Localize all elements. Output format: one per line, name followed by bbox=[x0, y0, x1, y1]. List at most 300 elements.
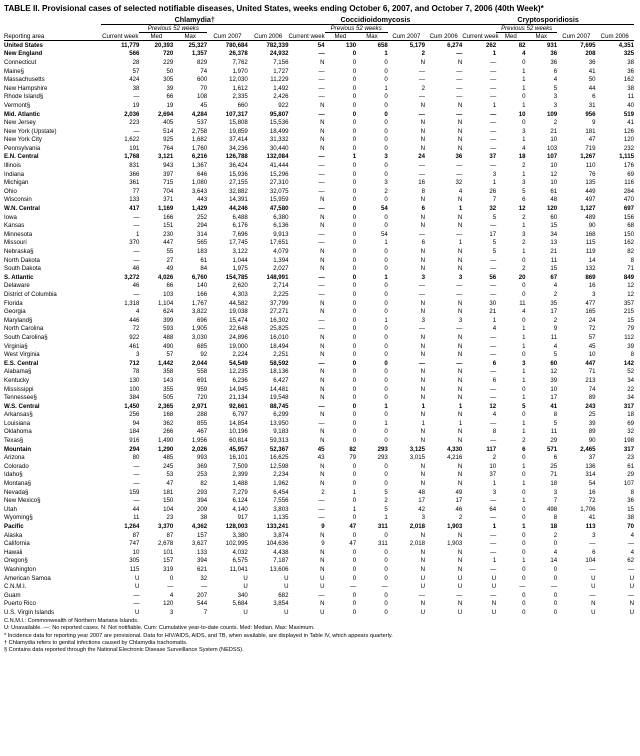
cell-r26-c0: 46 bbox=[132, 265, 140, 273]
cell-r18-c2: 443 bbox=[196, 196, 208, 204]
cell-r18-c8: N bbox=[420, 196, 425, 204]
cell-r20-c5: N bbox=[320, 213, 325, 221]
cell-r55-c7: 1 bbox=[384, 514, 388, 522]
cell-r63-c7: — bbox=[381, 583, 388, 591]
cell-r56-c10: 1 bbox=[492, 523, 497, 531]
cell-r44-c6: 0 bbox=[352, 419, 357, 427]
cell-r12-c3: 34,236 bbox=[229, 144, 248, 152]
cell-r39-c2: 691 bbox=[196, 376, 208, 384]
cell-r53-c13: 72 bbox=[588, 497, 596, 505]
cell-r15-c10: 3 bbox=[492, 170, 497, 178]
cell-r56-c0: 1,264 bbox=[124, 523, 140, 531]
cell-r48-c14: 23 bbox=[627, 454, 634, 462]
cell-r38-c6: 0 bbox=[352, 368, 357, 376]
cell-r49-c5: N bbox=[320, 462, 325, 470]
cell-r60-c12: 14 bbox=[550, 557, 558, 565]
cell-r20-c1: 166 bbox=[163, 213, 174, 221]
cell-r21-c1: 151 bbox=[163, 222, 174, 230]
row-area-label: Virginia§ bbox=[4, 342, 28, 350]
cell-r17-c9: 4 bbox=[458, 187, 463, 195]
cell-r5-c2: 70 bbox=[200, 84, 208, 92]
cell-r41-c9: N bbox=[457, 394, 463, 402]
cell-r5-c13: 44 bbox=[588, 84, 596, 92]
row-area-label: E.S. Central bbox=[4, 359, 39, 367]
cell-r45-c2: 467 bbox=[196, 428, 208, 436]
cell-r61-c10: — bbox=[490, 565, 497, 573]
cell-r53-c11: 1 bbox=[522, 497, 526, 505]
cell-r57-c8: N bbox=[420, 531, 425, 539]
row-area-label: Indiana bbox=[4, 170, 24, 178]
cell-r40-c9: N bbox=[457, 385, 463, 393]
cell-r56-c8: 2,018 bbox=[409, 523, 425, 531]
cell-r66-c13: U bbox=[591, 608, 596, 616]
cell-r24-c11: 1 bbox=[522, 248, 526, 256]
cell-r62-c9: U bbox=[457, 574, 463, 582]
cell-r14-c6: 0 bbox=[352, 162, 357, 170]
cell-r13-c6: 1 bbox=[352, 153, 357, 161]
cell-r50-c11: 0 bbox=[522, 471, 526, 479]
cell-r41-c6: 0 bbox=[352, 394, 357, 402]
cell-r18-c1: 371 bbox=[163, 196, 174, 204]
row-area-label: W.N. Central bbox=[4, 205, 40, 213]
table-row bbox=[4, 393, 634, 402]
row-area-label: West Virginia bbox=[4, 351, 40, 359]
cell-r11-c6: 0 bbox=[352, 136, 357, 144]
cell-r41-c14: 34 bbox=[627, 394, 634, 402]
cell-r64-c7: 0 bbox=[384, 591, 388, 599]
cell-r27-c5: — bbox=[318, 273, 325, 281]
cell-r42-c8: 1 bbox=[421, 402, 425, 410]
cell-r56-c7: 311 bbox=[377, 523, 388, 531]
cell-r22-c2: 314 bbox=[196, 230, 208, 238]
cell-r49-c10: 10 bbox=[489, 462, 497, 470]
cell-r18-c9: N bbox=[457, 196, 463, 204]
cell-r18-c4: 15,959 bbox=[269, 196, 289, 204]
table-row bbox=[4, 289, 634, 298]
cell-r62-c8: U bbox=[420, 574, 425, 582]
table-row bbox=[4, 358, 634, 367]
table-row bbox=[4, 487, 634, 496]
cell-r17-c1: 704 bbox=[163, 187, 174, 195]
cell-r60-c8: N bbox=[420, 557, 425, 565]
cell-r44-c5: — bbox=[318, 419, 325, 427]
cell-r41-c8: N bbox=[420, 394, 425, 402]
cell-r8-c14: 519 bbox=[623, 110, 634, 118]
cell-r42-c10: 12 bbox=[489, 402, 497, 410]
cell-r12-c10: — bbox=[490, 144, 497, 152]
cell-r28-c11: 0 bbox=[522, 282, 526, 290]
cell-r21-c6: 0 bbox=[352, 222, 357, 230]
cell-r11-c0: 1,622 bbox=[124, 136, 140, 144]
cell-r64-c12: 0 bbox=[553, 591, 558, 599]
cell-r54-c5: — bbox=[318, 505, 325, 513]
cell-r1-c10: 1 bbox=[492, 50, 497, 58]
cell-r8-c2: 4,284 bbox=[191, 110, 208, 118]
cell-r6-c7: 0 bbox=[384, 93, 388, 101]
cell-r60-c0: 305 bbox=[129, 557, 140, 565]
cell-r62-c7: 0 bbox=[384, 574, 388, 582]
cell-r33-c7: 0 bbox=[384, 325, 388, 333]
cell-r28-c0: 46 bbox=[132, 282, 140, 290]
cell-r19-c2: 1,429 bbox=[191, 205, 208, 213]
cell-r47-c6: 82 bbox=[349, 445, 357, 453]
cell-r44-c1: 362 bbox=[163, 419, 174, 427]
cell-r16-c8: 16 bbox=[418, 179, 425, 187]
cell-r35-c13: 45 bbox=[588, 342, 596, 350]
cell-r17-c13: 449 bbox=[585, 187, 596, 195]
cell-r49-c7: 0 bbox=[384, 462, 388, 470]
cell-r22-c8: — bbox=[418, 230, 425, 238]
cell-r6-c12: 3 bbox=[553, 93, 558, 101]
col-max-3: Max bbox=[535, 32, 548, 40]
cell-r65-c11: 0 bbox=[522, 600, 526, 608]
row-area-label: Illinois bbox=[4, 162, 21, 170]
cell-r54-c0: 44 bbox=[132, 505, 140, 513]
cell-r4-c11: 1 bbox=[522, 76, 526, 84]
row-area-label: New Hampshire bbox=[4, 84, 48, 92]
cell-r11-c10: — bbox=[490, 136, 497, 144]
cell-r28-c14: 12 bbox=[627, 282, 634, 290]
cell-r36-c11: 0 bbox=[522, 351, 526, 359]
cell-r29-c6: 0 bbox=[352, 290, 357, 298]
cell-r47-c1: 1,290 bbox=[158, 445, 174, 453]
cell-r30-c11: 11 bbox=[519, 299, 526, 307]
cell-r37-c12: 60 bbox=[550, 359, 558, 367]
cell-r55-c6: 0 bbox=[352, 514, 357, 522]
cell-r47-c13: 2,465 bbox=[580, 445, 596, 453]
cell-r48-c9: 4,216 bbox=[447, 454, 463, 462]
cell-r18-c6: 0 bbox=[352, 196, 357, 204]
cell-r48-c12: 6 bbox=[553, 454, 558, 462]
cell-r23-c9: 1 bbox=[458, 239, 463, 247]
cell-r40-c8: N bbox=[420, 385, 425, 393]
cell-r52-c4: 6,454 bbox=[273, 488, 289, 496]
cell-r32-c12: 2 bbox=[553, 316, 558, 324]
cell-r21-c2: 294 bbox=[196, 222, 208, 230]
cell-r61-c9: N bbox=[457, 565, 463, 573]
cell-r38-c13: 71 bbox=[588, 368, 596, 376]
cell-r15-c11: 1 bbox=[522, 170, 526, 178]
cell-r32-c7: 1 bbox=[384, 316, 388, 324]
cell-r39-c12: 39 bbox=[550, 376, 558, 384]
row-area-label: District of Columbia bbox=[4, 290, 57, 298]
cell-r63-c9: U bbox=[457, 583, 463, 591]
cell-r1-c14: 325 bbox=[623, 50, 634, 58]
cell-r31-c11: 4 bbox=[522, 308, 526, 316]
table-row bbox=[4, 238, 634, 247]
footnote-2: * Incidence data for reporting year 2007 are provisional. Data for HIV/AIDS, AIDS, and TB, when available, are displayed in Table IV, which appears quarterly. bbox=[4, 632, 393, 639]
cell-r33-c11: 1 bbox=[522, 325, 526, 333]
cell-r9-c1: 405 bbox=[163, 119, 174, 127]
footnote-3: † Chlamydia refers to genital infections caused by Chlamydia trachomatis. bbox=[4, 640, 188, 647]
cell-r12-c2: 1,760 bbox=[191, 144, 208, 152]
cell-r25-c11: 0 bbox=[522, 256, 526, 264]
cell-r40-c13: 74 bbox=[588, 385, 596, 393]
cell-r29-c7: 0 bbox=[384, 290, 388, 298]
cell-r13-c2: 6,216 bbox=[191, 153, 208, 161]
cell-r32-c3: 15,474 bbox=[229, 316, 248, 324]
cell-r7-c7: 0 bbox=[384, 101, 388, 109]
table-row bbox=[4, 539, 634, 548]
cell-r44-c0: 94 bbox=[132, 419, 140, 427]
cell-r26-c14: 71 bbox=[627, 265, 634, 273]
cell-r26-c4: 2,027 bbox=[273, 265, 289, 273]
cell-r56-c3: 128,003 bbox=[225, 523, 248, 531]
cell-r4-c7: 0 bbox=[384, 76, 388, 84]
cell-r10-c12: 21 bbox=[550, 127, 558, 135]
cell-r64-c10: — bbox=[490, 591, 497, 599]
cell-r57-c2: 157 bbox=[196, 531, 208, 539]
cell-r1-c1: 720 bbox=[163, 50, 174, 58]
cell-r66-c1: 3 bbox=[169, 608, 174, 616]
cell-r58-c13: — bbox=[589, 540, 596, 548]
cell-r42-c4: 88,745 bbox=[269, 402, 289, 410]
cell-r19-c14: 697 bbox=[623, 205, 634, 213]
cell-r5-c3: 1,612 bbox=[232, 84, 248, 92]
cell-r26-c11: 2 bbox=[522, 265, 526, 273]
cell-r40-c1: 355 bbox=[163, 385, 174, 393]
cell-r7-c1: 19 bbox=[166, 101, 174, 109]
cell-r3-c6: 0 bbox=[352, 67, 357, 75]
cell-r10-c5: N bbox=[320, 127, 325, 135]
cell-r53-c4: 7,556 bbox=[273, 497, 289, 505]
cell-r15-c0: 366 bbox=[129, 170, 140, 178]
cell-r48-c6: 79 bbox=[349, 454, 357, 462]
cell-r39-c8: N bbox=[420, 376, 425, 384]
cell-r39-c6: 0 bbox=[352, 376, 357, 384]
cell-r14-c9: — bbox=[456, 162, 463, 170]
cell-r36-c10: — bbox=[490, 351, 497, 359]
cell-r51-c13: 54 bbox=[588, 480, 596, 488]
cell-r51-c12: 18 bbox=[550, 480, 558, 488]
cell-r8-c9: — bbox=[456, 110, 463, 118]
cell-r19-c7: 54 bbox=[380, 205, 388, 213]
cell-r44-c9: 1 bbox=[458, 419, 463, 427]
cell-r22-c10: 17 bbox=[489, 230, 497, 238]
cell-r10-c14: 126 bbox=[623, 127, 634, 135]
row-area-label: American Samoa bbox=[4, 574, 51, 582]
table-row bbox=[4, 607, 634, 616]
table-row bbox=[4, 143, 634, 152]
cell-r34-c0: 922 bbox=[129, 333, 140, 341]
cell-r2-c6: 0 bbox=[352, 58, 357, 66]
cell-r59-c7: 0 bbox=[384, 548, 388, 556]
cell-r52-c1: 181 bbox=[163, 488, 174, 496]
table-row bbox=[4, 152, 634, 161]
cell-r9-c9: N bbox=[457, 119, 463, 127]
cell-r48-c11: 0 bbox=[522, 454, 526, 462]
cell-r42-c11: 5 bbox=[522, 402, 526, 410]
cell-r47-c9: 4,330 bbox=[447, 445, 463, 453]
cell-r43-c5: N bbox=[320, 411, 325, 419]
row-area-label: Connecticut bbox=[4, 58, 37, 66]
cell-r20-c2: 252 bbox=[196, 213, 208, 221]
cell-r2-c2: 829 bbox=[196, 58, 208, 66]
cell-r58-c10: — bbox=[490, 540, 497, 548]
cell-r31-c12: 17 bbox=[550, 308, 558, 316]
cell-r55-c5: — bbox=[318, 514, 325, 522]
cell-r19-c4: 47,580 bbox=[269, 205, 289, 213]
cell-r10-c10: — bbox=[490, 127, 497, 135]
table-row bbox=[4, 470, 634, 479]
cell-r51-c0: — bbox=[133, 480, 140, 488]
cell-r13-c10: 37 bbox=[489, 153, 497, 161]
cell-r26-c1: 49 bbox=[166, 265, 174, 273]
table-row bbox=[4, 255, 634, 264]
cell-r55-c12: 8 bbox=[553, 514, 558, 522]
cell-r13-c0: 1,768 bbox=[124, 153, 140, 161]
cell-r65-c14: N bbox=[629, 600, 634, 608]
cell-r29-c14: 12 bbox=[627, 290, 634, 298]
row-area-label: Hawaii bbox=[4, 548, 23, 556]
cell-r7-c14: 40 bbox=[627, 101, 634, 109]
row-area-label: New York City bbox=[4, 136, 42, 144]
cell-r29-c10: — bbox=[490, 290, 497, 298]
cell-r35-c14: 39 bbox=[627, 342, 634, 350]
cell-r30-c1: 1,104 bbox=[158, 299, 174, 307]
cell-r35-c10: — bbox=[490, 342, 497, 350]
cell-r8-c4: 95,807 bbox=[269, 110, 289, 118]
cell-r65-c9: N bbox=[457, 600, 463, 608]
cell-r13-c7: 3 bbox=[384, 153, 388, 161]
cell-r4-c3: 12,030 bbox=[229, 76, 248, 84]
cell-r13-c3: 126,788 bbox=[225, 153, 248, 161]
cell-r59-c3: 4,032 bbox=[232, 548, 248, 556]
cell-r47-c5: 45 bbox=[317, 445, 325, 453]
cell-r63-c1: — bbox=[167, 583, 174, 591]
cell-r45-c1: 266 bbox=[163, 428, 174, 436]
cell-r44-c3: 14,854 bbox=[229, 419, 248, 427]
table-row bbox=[4, 169, 634, 178]
cell-r34-c14: 112 bbox=[624, 333, 634, 341]
cell-r30-c4: 37,799 bbox=[269, 299, 289, 307]
cell-r65-c7: 0 bbox=[384, 600, 388, 608]
prev52-crypto: Previous 52 weeks bbox=[496, 24, 557, 32]
cell-r11-c2: 1,682 bbox=[191, 136, 208, 144]
cell-r10-c4: 18,499 bbox=[269, 127, 289, 135]
cell-r47-c12: 571 bbox=[546, 445, 558, 453]
cell-r55-c1: 23 bbox=[166, 514, 174, 522]
cell-r7-c0: 19 bbox=[132, 101, 140, 109]
row-area-label: S. Atlantic bbox=[4, 273, 34, 281]
cell-r30-c10: 30 bbox=[489, 299, 497, 307]
cell-r14-c8: — bbox=[418, 162, 425, 170]
cell-r4-c14: 162 bbox=[623, 76, 634, 84]
table-row bbox=[4, 83, 634, 92]
cell-r61-c0: 115 bbox=[129, 565, 140, 573]
cell-r3-c5: — bbox=[318, 67, 325, 75]
cell-r60-c5: N bbox=[320, 557, 325, 565]
cell-r32-c13: 24 bbox=[588, 316, 596, 324]
cell-r21-c3: 6,176 bbox=[232, 222, 248, 230]
cell-r4-c10: — bbox=[490, 76, 497, 84]
cell-r40-c12: 10 bbox=[550, 385, 558, 393]
cell-r65-c5: N bbox=[320, 600, 325, 608]
cell-r48-c10: 2 bbox=[492, 454, 497, 462]
cell-r2-c5: N bbox=[320, 58, 325, 66]
cell-r24-c8: N bbox=[420, 248, 425, 256]
row-area-label: New Jersey bbox=[4, 119, 36, 127]
cell-r31-c7: 0 bbox=[384, 308, 388, 316]
cell-r1-c0: 566 bbox=[129, 50, 140, 58]
cell-r49-c4: 12,598 bbox=[269, 462, 289, 470]
table-row bbox=[4, 375, 634, 384]
cell-r30-c2: 1,767 bbox=[191, 299, 208, 307]
cell-r16-c5: — bbox=[318, 179, 325, 187]
cell-r12-c9: N bbox=[457, 144, 463, 152]
row-area-label: Wyoming§ bbox=[4, 514, 33, 522]
cell-r2-c1: 229 bbox=[163, 58, 174, 66]
cell-r38-c11: 1 bbox=[522, 368, 526, 376]
cell-r19-c10: 32 bbox=[489, 205, 497, 213]
cell-r60-c9: N bbox=[457, 557, 463, 565]
cell-r7-c8: N bbox=[420, 101, 425, 109]
cell-r27-c2: 6,760 bbox=[191, 273, 208, 281]
cell-r58-c7: 311 bbox=[378, 540, 388, 548]
cell-r57-c1: 87 bbox=[166, 531, 174, 539]
cell-r13-c9: 36 bbox=[455, 153, 463, 161]
cell-r12-c12: 103 bbox=[546, 144, 558, 152]
cell-r6-c6: 0 bbox=[352, 93, 357, 101]
cell-r7-c5: N bbox=[320, 101, 325, 109]
cell-r37-c8: — bbox=[418, 359, 425, 367]
cell-r36-c13: 10 bbox=[588, 351, 596, 359]
cell-r0-c5: 54 bbox=[288, 40, 324, 49]
table-row bbox=[4, 341, 634, 350]
cell-r46-c14: 198 bbox=[623, 437, 634, 445]
cell-r27-c6: 0 bbox=[352, 273, 357, 281]
cell-r53-c3: 6,124 bbox=[232, 497, 248, 505]
cell-r18-c3: 14,391 bbox=[229, 196, 248, 204]
cell-r45-c4: 9,183 bbox=[273, 428, 289, 436]
row-area-label: Pennsylvania bbox=[4, 144, 41, 152]
cell-r41-c13: 89 bbox=[588, 394, 596, 402]
cell-r54-c3: 4,140 bbox=[232, 505, 248, 513]
cell-r34-c10: — bbox=[490, 333, 497, 341]
row-area-label: New Mexico§ bbox=[4, 497, 41, 505]
cell-r64-c8: — bbox=[418, 591, 425, 599]
cell-r36-c3: 2,224 bbox=[232, 351, 248, 359]
cell-r53-c5: — bbox=[318, 497, 325, 505]
cell-r10-c3: 19,859 bbox=[229, 127, 248, 135]
cell-r33-c9: — bbox=[456, 325, 463, 333]
cell-r42-c1: 2,365 bbox=[158, 402, 174, 410]
cell-r10-c9: N bbox=[457, 127, 463, 135]
cell-r22-c5: — bbox=[318, 230, 325, 238]
cell-r52-c0: 159 bbox=[129, 488, 140, 496]
cell-r24-c2: 183 bbox=[196, 248, 208, 256]
table-row bbox=[4, 384, 634, 393]
cell-r45-c7: 0 bbox=[384, 428, 388, 436]
cell-r66-c7: 0 bbox=[384, 608, 388, 616]
cell-r7-c3: 660 bbox=[237, 101, 248, 109]
cell-r19-c5: — bbox=[318, 205, 325, 213]
table-row bbox=[4, 203, 634, 212]
cell-r9-c11: 0 bbox=[522, 119, 526, 127]
cell-r4-c5: — bbox=[318, 76, 325, 84]
cell-r63-c5: U bbox=[320, 583, 325, 591]
cell-r8-c0: 2,036 bbox=[124, 110, 140, 118]
cell-r26-c9: N bbox=[457, 265, 463, 273]
cell-r44-c2: 855 bbox=[196, 419, 208, 427]
table-row bbox=[4, 599, 634, 608]
cell-r59-c4: 4,438 bbox=[273, 548, 289, 556]
cell-r41-c4: 19,548 bbox=[269, 394, 289, 402]
cell-r58-c3: 102,995 bbox=[225, 540, 248, 548]
cell-r33-c0: 72 bbox=[132, 325, 140, 333]
cell-r53-c0: — bbox=[133, 497, 140, 505]
cell-r44-c8: 1 bbox=[421, 419, 425, 427]
